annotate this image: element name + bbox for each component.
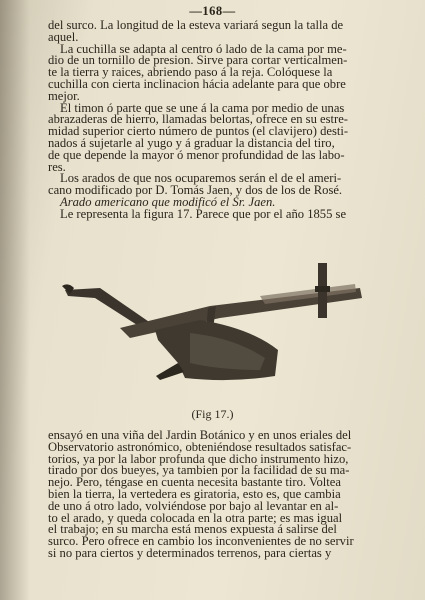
text-line: nados á sujetarle al yugo y á graduar la distancia del tiro,: [48, 135, 335, 150]
text-line: el trabajo; en su marcha está menos expuesta á salirse del: [48, 522, 337, 537]
top-text-block: [48, 20, 386, 221]
text-line: te la tierra y raices, abriendo paso á la reja. Colóquese la: [48, 65, 333, 80]
text-line: torios, ya por la labor profunda que dicho instrumento hizo,: [48, 451, 349, 466]
text-line: cuchilla con cierta inclinacion hácia adelante para que obre: [48, 76, 346, 91]
text-line: El timon ó parte que se une á la cama por medio de unas: [60, 100, 345, 115]
text-line: aquel.: [48, 29, 79, 44]
text-line: Los arados de que nos ocuparemos serán el de el ameri-: [60, 171, 342, 186]
text-line: bien la tierra, la vertedera es giratoria, esto es, que cambia: [48, 486, 341, 501]
text-line: ensayó en una viña del Jardin Botánico y en unos eriales del: [48, 428, 352, 442]
plow-illustration: [60, 258, 365, 393]
plow-clamp: [315, 286, 330, 292]
bottom-text-block: [48, 430, 386, 560]
page-number: —168—: [189, 4, 236, 18]
text-line: res.: [48, 159, 66, 174]
text-line: de que depende la mayor ó menor profundidad de las labo-: [48, 147, 345, 162]
text-line: nejo. Pero, téngase en cuenta necesita bastante tiro. Voltea: [48, 475, 341, 490]
text-line: tirado por dos bueyes, ya tambien por la facilidad de su ma-: [48, 463, 350, 478]
text-line: midad superior cierto número de puntos (el clavijero) desti-: [48, 124, 349, 139]
text-line: Observatorio astronómico, obteniéndose resultados satisfac-: [48, 439, 352, 454]
text-line: mejor.: [48, 88, 80, 103]
text-line: Le representa la figura 17. Parece que por el año 1855 se: [60, 206, 347, 221]
text-line: si no para ciertos y determinados terrenos, para ciertas y: [48, 545, 332, 560]
page-gutter-shadow: [0, 0, 30, 600]
text-line: de uno á otro lado, volviéndose por bajo al levantar en al-: [48, 498, 339, 513]
figure-caption: (Fig 17.): [191, 407, 234, 421]
text-line: surco. Pero ofrece en cambio los inconvenientes de no servir: [48, 534, 354, 549]
text-line: dio de un tornillo de presion. Sirve para cortar verticalmen-: [48, 53, 348, 68]
text-line: abrazaderas de hierro, llamadas belortas, ofrece en su estre-: [48, 112, 348, 127]
section-heading: Arado americano que modificó el Sr. Jaen.: [60, 194, 276, 209]
text-line: to el arado, y queda colocada en la otra parte; es mas igual: [48, 510, 343, 525]
text-line: del surco. La longitud de la esteva variará segun la talla de: [48, 18, 344, 32]
text-line: La cuchilla se adapta al centro ó lado de la cama por me-: [60, 41, 347, 56]
text-line: cano modificado por D. Tomás Jaen, y dos de los de Rosé.: [48, 183, 343, 198]
